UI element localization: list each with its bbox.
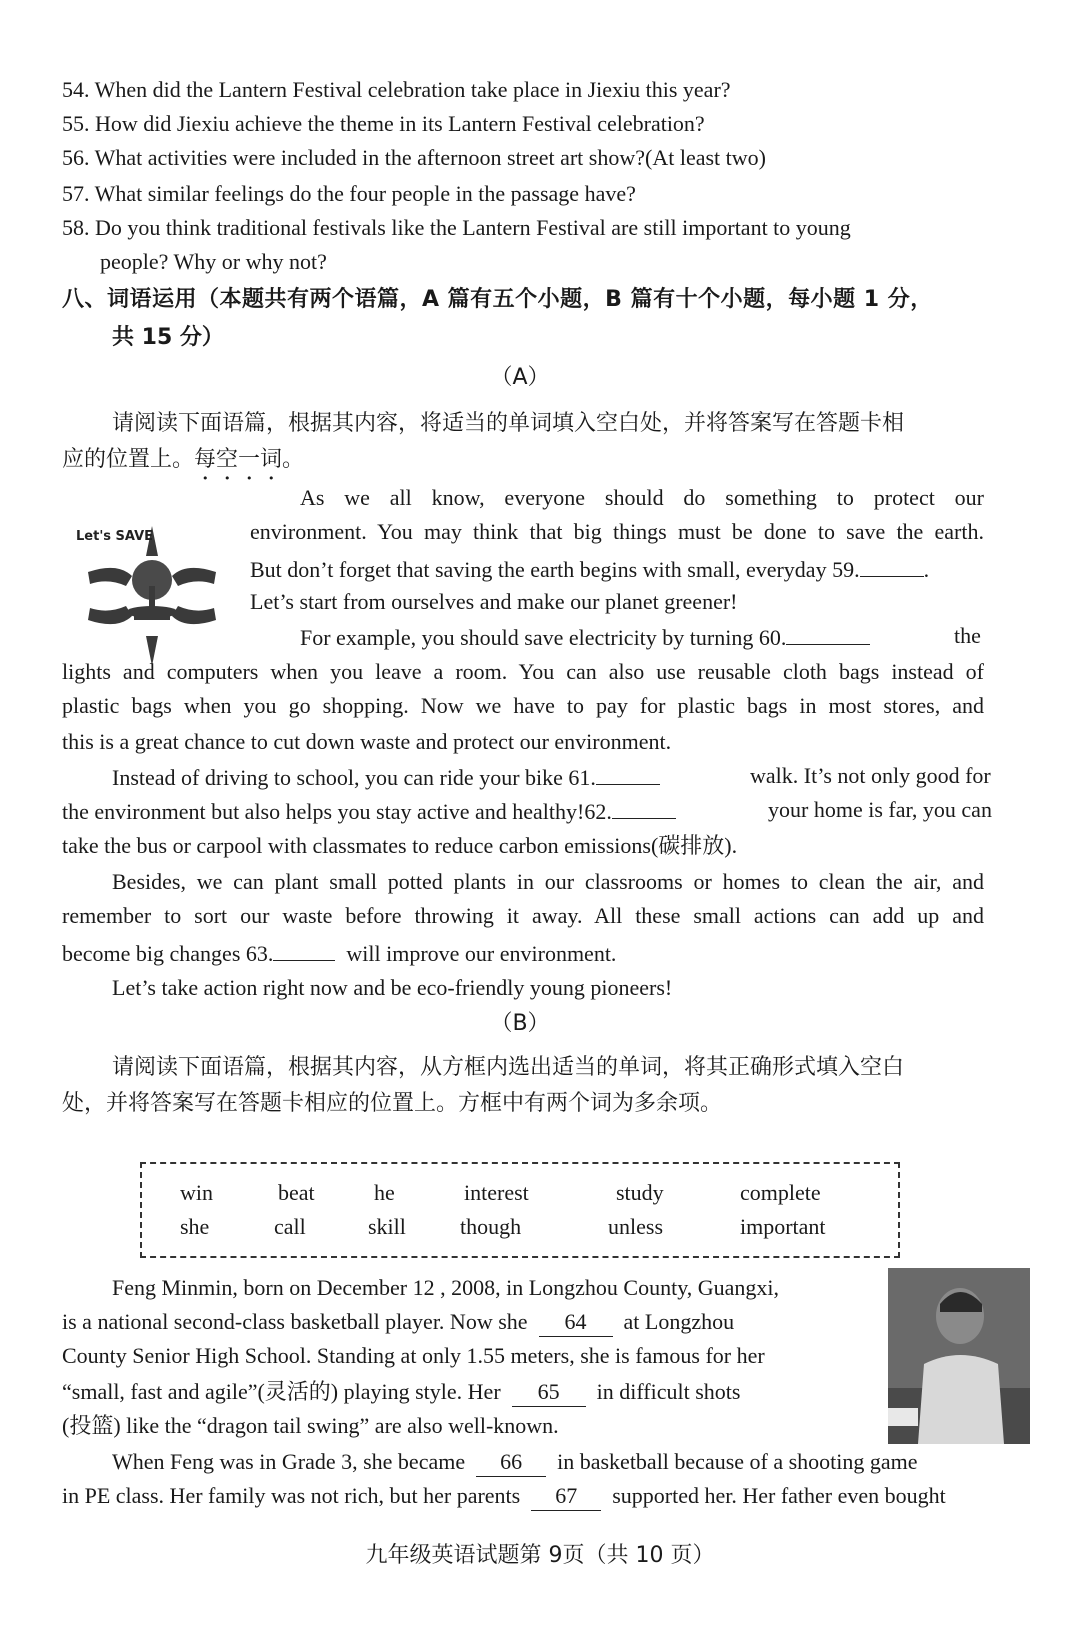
blank-65[interactable]: 65 [512, 1378, 586, 1407]
section-heading-cont: 共 15 分） [112, 325, 224, 350]
a-p4-line1: Besides, we can plant small potted plants in our classrooms or homes to clean the air, and [112, 869, 984, 894]
a-p4-line2: remember to sort our waste before throwing it away. All these small actions can add up and [62, 903, 984, 928]
a-p3-line3: take the bus or carpool with classmates to reduce carbon emissions(碳排放). [62, 833, 738, 858]
word-win: win [180, 1180, 213, 1205]
part-b-instructions-cont: 处，并将答案写在答题卡相应的位置上。方框中有两个词为多余项。 [62, 1091, 723, 1116]
a-p2-line3: plastic bags when you go shopping. Now we have to pay for plastic bags in most stores, and [62, 693, 984, 718]
b-p1-line3: County Senior High School. Standing at only 1.55 meters, she is famous for her [62, 1343, 765, 1368]
word-complete: complete [740, 1180, 821, 1205]
question-58: 58. Do you think traditional festivals like the Lantern Festival are still important to young [62, 215, 851, 240]
word-though: though [460, 1214, 522, 1239]
a-p1-line1: As we all know, everyone should do something to protect our [300, 485, 984, 510]
blank-67[interactable]: 67 [531, 1482, 601, 1511]
word-interest: interest [464, 1180, 529, 1205]
word-box [140, 1162, 900, 1258]
a-p2-line1: For example, you should save electricity by turning 60. [300, 618, 870, 656]
a-p3-line2: the environment but also helps you stay active and healthy!62. [62, 792, 676, 830]
question-55: 55. How did Jiexiu achieve the theme in its Lantern Festival celebration? [62, 111, 705, 136]
part-a-label: （A） [490, 365, 550, 390]
save-illustration-text: Let's SAVE [76, 529, 154, 544]
part-b-label: （B） [490, 1011, 550, 1036]
blank-60[interactable] [786, 618, 870, 645]
question-58-cont: people? Why or why not? [100, 249, 327, 274]
b-p1-line1: Feng Minmin, born on December 12 , 2008, in Longzhou County, Guangxi, [112, 1275, 780, 1300]
b-p2-line2: in PE class. Her family was not rich, but her parents 67 supported her. Her father even bought [62, 1478, 946, 1514]
blank-66[interactable]: 66 [476, 1448, 546, 1477]
blank-62[interactable] [612, 792, 676, 819]
save-earth-illustration [68, 516, 236, 676]
a-p4-line3: become big changes 63. will improve our environment. [62, 934, 616, 972]
part-b-instructions: 请阅读下面语篇，根据其内容，从方框内选出适当的单词，将其正确形式填入空白 [112, 1055, 905, 1080]
word-unless: unless [608, 1214, 663, 1239]
word-she: she [180, 1214, 210, 1239]
emphasis-text: 每空一词 [194, 447, 283, 472]
a-p3-line1: Instead of driving to school, you can ride your bike 61. [112, 758, 660, 796]
b-p1-line4: “small, fast and agile”(灵活的) playing style. Her 65 in difficult shots [62, 1374, 740, 1410]
page-footer: 九年级英语试题第 9页（共 10 页） [365, 1543, 715, 1568]
question-57: 57. What similar feelings do the four people in the passage have? [62, 181, 636, 206]
section-heading: 八、词语运用（本题共有两个语篇，A 篇有五个小题，B 篇有十个小题，每小题 1 分， [62, 287, 933, 312]
blank-61[interactable] [596, 758, 660, 785]
word-skill: skill [368, 1214, 406, 1239]
a-p1-line4: Let’s start from ourselves and make our planet greener! [250, 589, 738, 614]
b-p2-line1: When Feng was in Grade 3, she became 66 in basketball because of a shooting game [112, 1444, 918, 1480]
a-p3-line1-end: walk. It’s not only good for [750, 763, 991, 788]
word-beat: beat [278, 1180, 315, 1205]
basketball-player-photo [888, 1268, 1030, 1444]
word-he: he [374, 1180, 395, 1205]
a-p5-line1: Let’s take action right now and be eco-friendly young pioneers! [112, 975, 673, 1000]
question-54: 54. When did the Lantern Festival celebration take place in Jiexiu this year? [62, 77, 731, 102]
b-p1-line5: (投篮) like the “dragon tail swing” are also well-known. [62, 1413, 559, 1438]
b-p1-line2: is a national second-class basketball player. Now she 64 at Longzhou [62, 1304, 734, 1340]
a-p2-line4: this is a great chance to cut down waste and protect our environment. [62, 729, 672, 754]
blank-59[interactable] [860, 550, 924, 577]
blank-63[interactable] [273, 934, 335, 961]
part-a-instructions-cont: 应的位置上。每空一词。 [62, 447, 305, 472]
part-a-instructions: 请阅读下面语篇，根据其内容，将适当的单词填入空白处，并将答案写在答题卡相 [112, 411, 905, 436]
a-p2-line2: lights and computers when you leave a room. You can also use reusable cloth bags instead of [62, 659, 984, 684]
word-important: important [740, 1214, 826, 1239]
a-p1-line3: But don’t forget that saving the earth begins with small, everyday 59. . [250, 550, 929, 588]
a-p2-line1-end: the [954, 623, 981, 648]
word-study: study [616, 1180, 664, 1205]
question-56: 56. What activities were included in the afternoon street art show?(At least two) [62, 145, 766, 170]
a-p3-line2-end: your home is far, you can [768, 797, 992, 822]
a-p1-line2: environment. You may think that big things must be done to save the earth. [250, 519, 984, 544]
word-call: call [274, 1214, 306, 1239]
blank-64[interactable]: 64 [539, 1308, 613, 1337]
